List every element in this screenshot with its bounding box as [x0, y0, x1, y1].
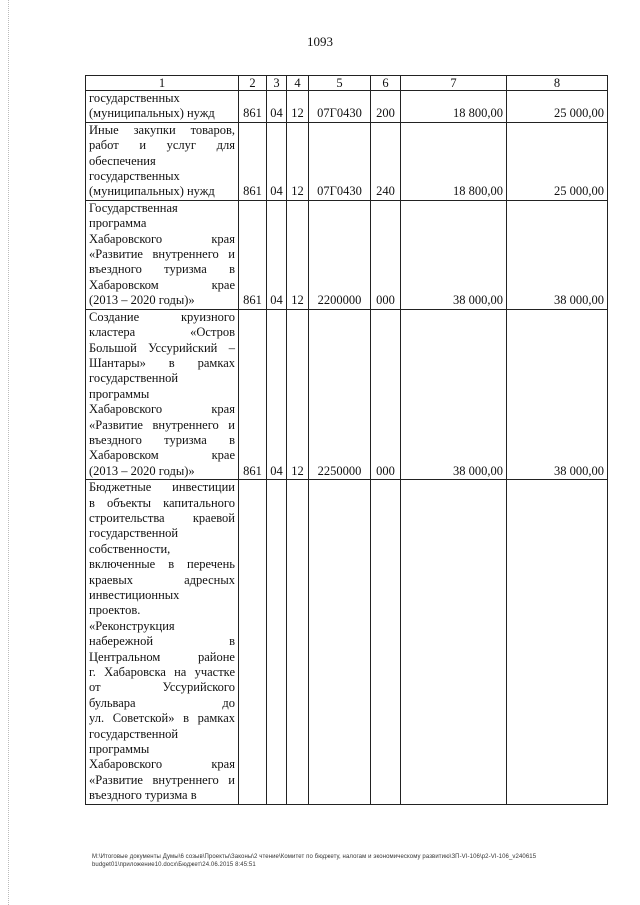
expense-type-cell: 200	[371, 91, 401, 123]
budget-code-cell	[239, 480, 267, 805]
row-name-line: Государственная	[89, 200, 178, 215]
table-row	[86, 309, 608, 479]
section-cell: 04	[267, 122, 287, 200]
row-name-line: государственных	[89, 169, 180, 184]
row-name-line: работ и услуг для	[89, 138, 235, 153]
row-name-line: въездного туризма в	[89, 262, 235, 277]
subsection-cell: 12	[287, 200, 309, 309]
column-header-6: 6	[371, 76, 401, 91]
row-name-line: въездного туризма в	[89, 788, 197, 803]
row-name-line: Хабаровского края	[89, 231, 235, 246]
row-name-line: Хабаровского края	[89, 402, 235, 417]
row-name-line: кластера «Остров	[89, 325, 235, 340]
row-name-line: программа	[89, 216, 147, 231]
row-name-cell	[86, 480, 239, 805]
expense-type-cell: 240	[371, 122, 401, 200]
row-name-line: программы	[89, 742, 150, 757]
budget-code-cell: 861	[239, 91, 267, 123]
amount-2016-cell: 38 000,00	[401, 200, 507, 309]
row-name-line: программы	[89, 386, 150, 401]
row-name-line: въездного туризма в	[89, 432, 235, 447]
budget-table	[85, 75, 608, 805]
amount-2017-cell: 38 000,00	[507, 309, 608, 479]
target-article-cell: 2200000	[309, 200, 371, 309]
table-row	[86, 480, 608, 805]
section-cell: 04	[267, 309, 287, 479]
row-name-line: (2013 – 2020 годы)»	[89, 293, 195, 308]
row-name-line: строительства краевой	[89, 510, 235, 525]
row-name-line: Создание круизного	[89, 309, 235, 324]
row-name-line: проектов.	[89, 603, 141, 618]
amount-2017-cell: 38 000,00	[507, 200, 608, 309]
column-header-3: 3	[267, 76, 287, 91]
amount-2016-cell: 18 800,00	[401, 91, 507, 123]
table-header-row	[86, 76, 608, 91]
row-name-line: государственных	[89, 91, 180, 105]
subsection-cell	[287, 480, 309, 805]
section-cell	[267, 480, 287, 805]
row-name-cell	[86, 122, 239, 200]
row-name-line: «Развитие внутреннего и	[89, 772, 235, 787]
target-article-cell	[309, 480, 371, 805]
column-header-1: 1	[86, 76, 239, 91]
column-header-2: 2	[239, 76, 267, 91]
row-name-line: Шантары» в рамках	[89, 355, 235, 370]
table-body	[86, 91, 608, 805]
row-name-line: Большой Уссурийский –	[89, 340, 235, 355]
column-header-5: 5	[309, 76, 371, 91]
row-name-line: государственной	[89, 371, 179, 386]
row-name-cell	[86, 309, 239, 479]
table-row	[86, 122, 608, 200]
table-row	[86, 200, 608, 309]
row-name-line: включенные в перечень	[89, 557, 235, 572]
row-name-line: г. Хабаровска на участке	[89, 665, 235, 680]
row-name-cell	[86, 200, 239, 309]
expense-type-cell: 000	[371, 309, 401, 479]
column-header-4: 4	[287, 76, 309, 91]
row-name-line: государственной	[89, 726, 179, 741]
amount-2017-cell: 25 000,00	[507, 91, 608, 123]
subsection-cell: 12	[287, 122, 309, 200]
page-number: 1093	[307, 34, 333, 49]
row-name-line: Хабаровского края	[89, 757, 235, 772]
scan-margin-line	[8, 0, 9, 905]
row-name-line: Хабаровском крае	[89, 277, 235, 292]
row-name-line: Бюджетные инвестиции	[89, 480, 235, 495]
row-name-line: Иные закупки товаров,	[89, 122, 235, 137]
row-name-line: собственности,	[89, 541, 171, 556]
amount-2016-cell: 38 000,00	[401, 309, 507, 479]
table-row	[86, 91, 608, 123]
row-name-cell	[86, 91, 239, 123]
row-name-line: государственной	[89, 526, 179, 541]
target-article-cell: 2250000	[309, 309, 371, 479]
column-header-7: 7	[401, 76, 507, 91]
row-name-line: Центральном районе	[89, 649, 235, 664]
row-name-line: «Реконструкция	[89, 618, 175, 633]
row-name-line: ул. Советской» в рамках	[89, 711, 235, 726]
subsection-cell: 12	[287, 309, 309, 479]
target-article-cell: 07Г0430	[309, 91, 371, 123]
file-path-footer: M:\Итоговые документы Думы\6 созыв\Проекты\Законы\2 чтение\Комитет по бюджету, налогам и экономическому развитию\ЗП-VI-106\р2-VI-106_v240615 budget01\приложение10.docx\Бюджет\24.06.2015 8:45:51	[92, 854, 537, 868]
row-name-line: бульвара до	[89, 695, 235, 710]
row-name-line: инвестиционных	[89, 588, 180, 602]
budget-code-cell: 861	[239, 200, 267, 309]
expense-type-cell: 000	[371, 200, 401, 309]
row-name-line: (2013 – 2020 годы)»	[89, 463, 195, 478]
row-name-line: в объекты капитального	[89, 495, 235, 510]
row-name-line: набережной в	[89, 634, 235, 649]
row-name-line: от Уссурийского	[89, 680, 235, 695]
row-name-line: «Развитие внутреннего и	[89, 247, 235, 262]
budget-code-cell: 861	[239, 309, 267, 479]
row-name-line: «Развитие внутреннего и	[89, 417, 235, 432]
target-article-cell: 07Г0430	[309, 122, 371, 200]
row-name-line: краевых адресных	[89, 572, 235, 587]
amount-2017-cell: 25 000,00	[507, 122, 608, 200]
row-name-line: обеспечения	[89, 153, 156, 168]
amount-2016-cell	[401, 480, 507, 805]
row-name-line: Хабаровском крае	[89, 448, 235, 463]
section-cell: 04	[267, 91, 287, 123]
amount-2017-cell	[507, 480, 608, 805]
subsection-cell: 12	[287, 91, 309, 123]
budget-code-cell: 861	[239, 122, 267, 200]
expense-type-cell	[371, 480, 401, 805]
row-name-line: (муниципальных) нужд	[89, 184, 215, 199]
column-header-8: 8	[507, 76, 608, 91]
amount-2016-cell: 18 800,00	[401, 122, 507, 200]
row-name-line: (муниципальных) нужд	[89, 106, 215, 121]
section-cell: 04	[267, 200, 287, 309]
